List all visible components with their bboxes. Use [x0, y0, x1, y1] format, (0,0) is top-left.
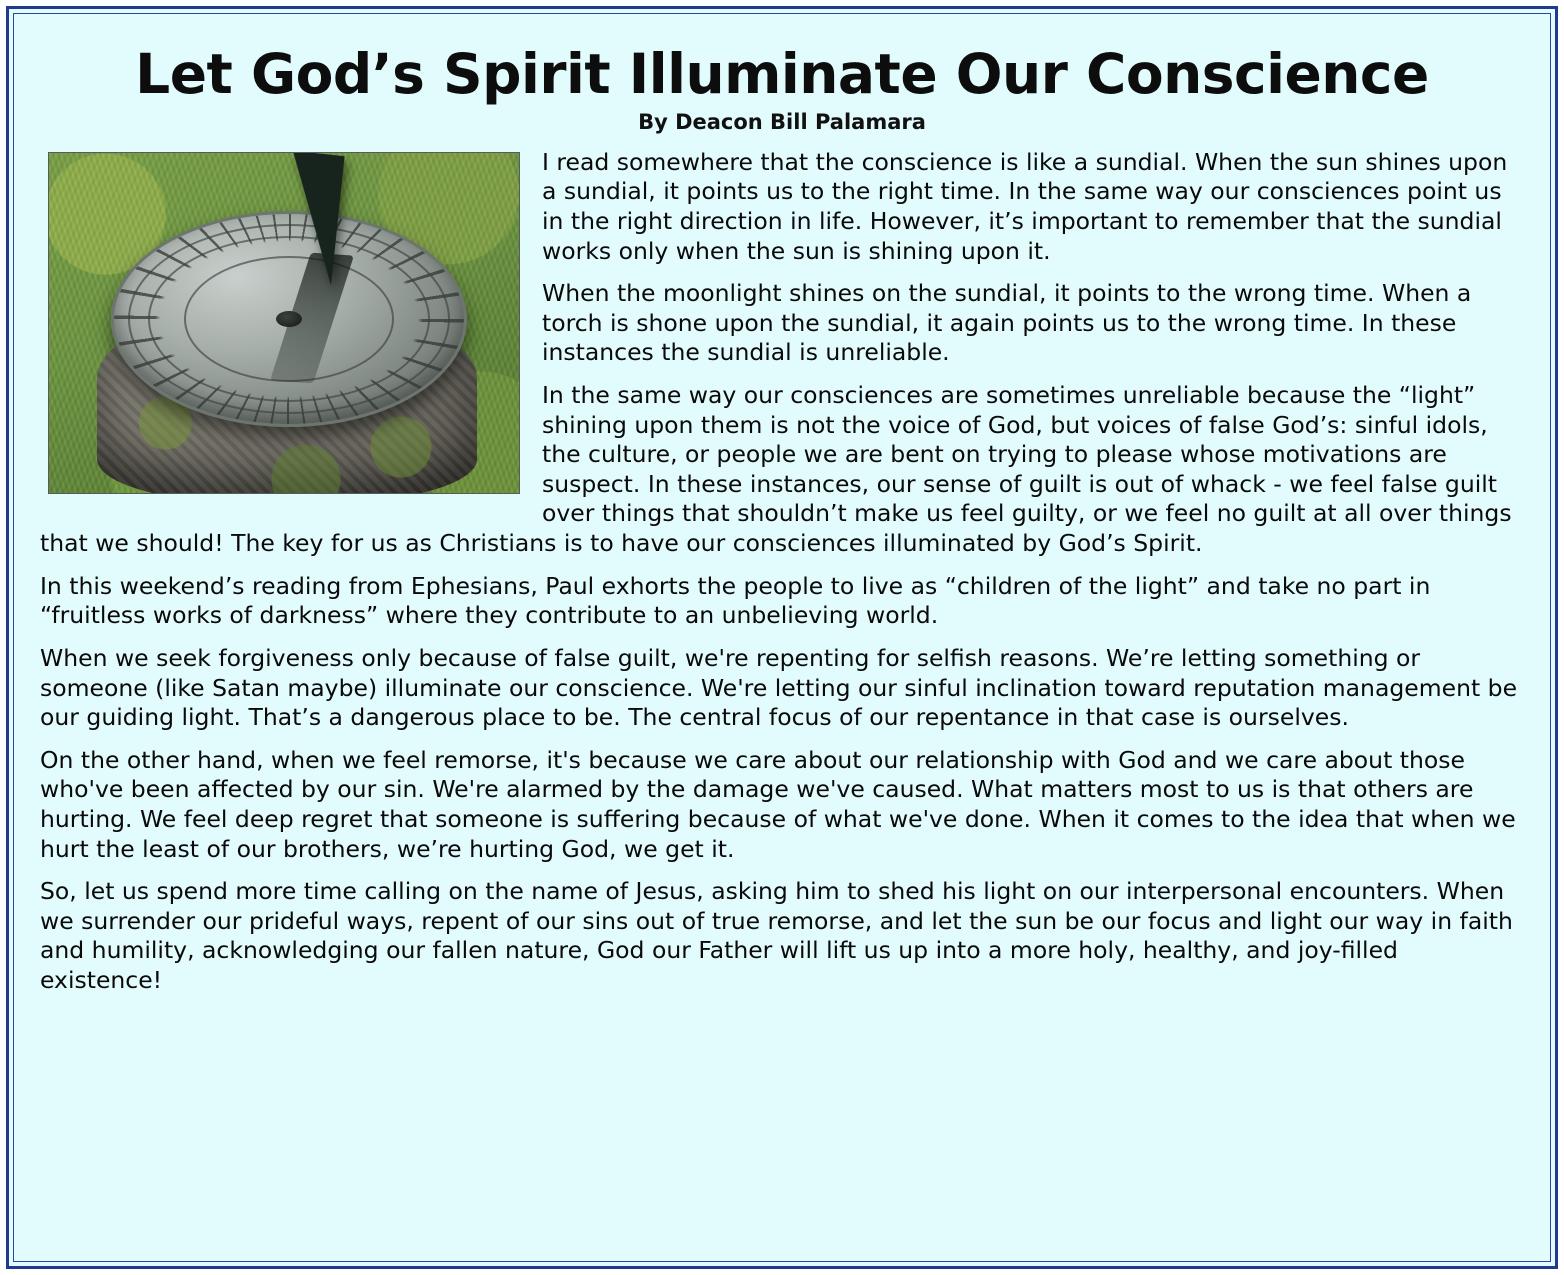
paragraph: When we seek forgiveness only because of false guilt, we're repenting for selfish reasons. We’re letting something or someone (like Satan maybe) illuminate our conscience. We're letting our sinful inclination toward reputation management be our guiding light. That’s a dangerous place to be. The central focus of our repentance in that case is ourselves.: [40, 643, 1518, 732]
sundial-photo: [48, 152, 520, 494]
inner-border: [13, 13, 1551, 1262]
dial-center-boss: [276, 311, 302, 327]
paragraph: I read somewhere that the conscience is like a sundial. When the sun shines upon a sundial, it points us to the right time. In the same way our consciences point us in the right direction in life. However, it’s important to remember that the sundial works only when the sun is shining upon it.: [542, 147, 1508, 265]
sundial-plate: [111, 211, 467, 427]
paragraph: When the moonlight shines on the sundial, it points to the wrong time. When a torch is shone upon the sundial, it again points us to the wrong time. In these instances the sundial is unreliable.: [542, 279, 1472, 367]
paragraph: On the other hand, when we feel remorse, it's because we care about our relationship with God and we care about those who've been affected by our sin. We're alarmed by the damage we've caused. What matters most to us is that others are hurting. We feel deep regret that someone is suffering because of what we've done. When it comes to the idea that when we hurt the least of our brothers, we’re hurting God, we get it.: [40, 745, 1516, 863]
gnomon-icon: [257, 152, 344, 286]
outer-border: [6, 6, 1558, 1269]
page-title: Let God’s Spirit Illuminate Our Conscience: [135, 42, 1429, 106]
paragraph: In this weekend’s reading from Ephesians, Paul exhorts the people to live as “children of the light” and take no part in “fruitless works of darkness” where they contribute to an unbelieving world.: [40, 571, 1431, 630]
paragraph: So, let us spend more time calling on the name of Jesus, asking him to shed his light on our interpersonal encounters. When we surrender our prideful ways, repent of our sins out of true remorse, and let the sun be our focus and light our way in faith and humility, acknowledging our fallen nature, God our Father will lift us up into a more holy, healthy, and joy-filled existence!: [40, 877, 1513, 994]
paragraph: In the same way our consciences are sometimes unreliable because the “light” shining upon them is not the voice of God, but voices of false God’s: sinful idols, the culture, or people we are bent on trying to please whose motivations are suspect. In these instances, our sense of guilt is out of whack - we feel false guilt over things that shouldn’t make us feel guilty, or we feel no guilt at all over things that we should! The key for us as Christians is to have our consciences illuminated by God’s Spirit.: [40, 381, 1512, 558]
article-body: [40, 148, 1524, 996]
byline: By Deacon Bill Palamara: [638, 109, 926, 134]
